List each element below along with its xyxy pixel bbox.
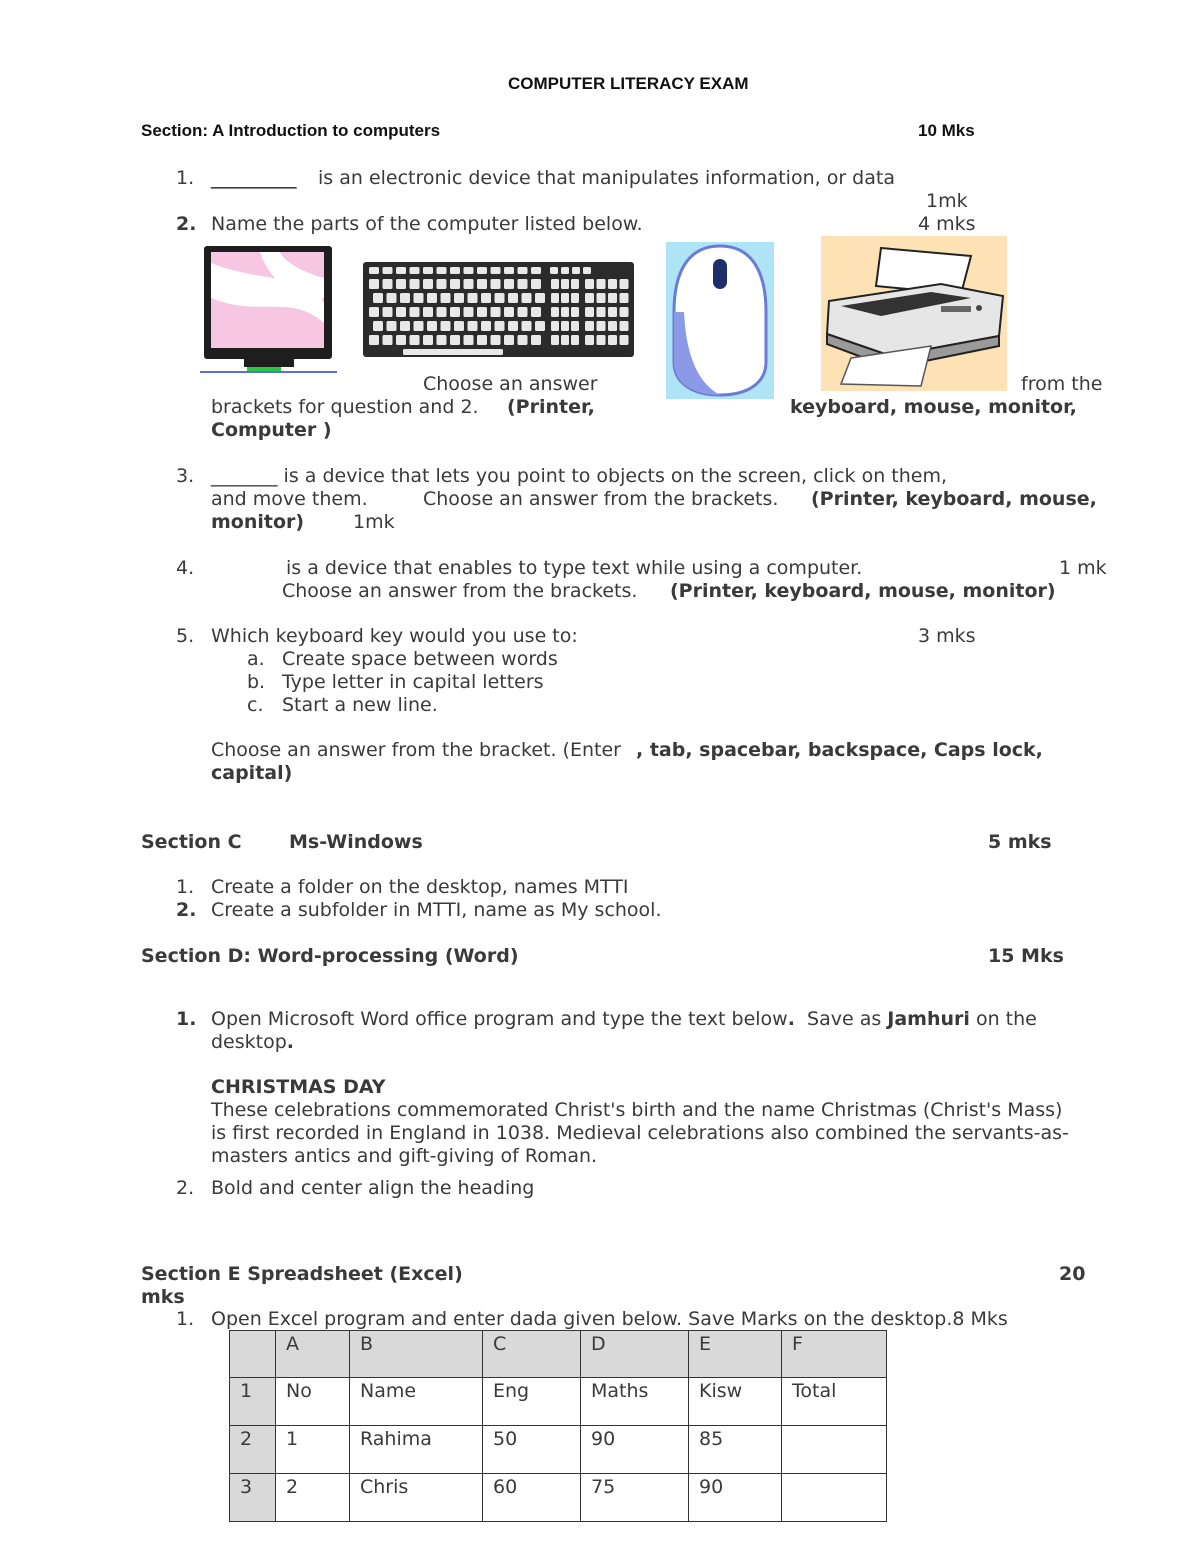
table-cell	[782, 1474, 887, 1522]
table-cell: Eng	[483, 1378, 581, 1426]
section-e-heading: Section E Spreadsheet (Excel)	[141, 1263, 463, 1285]
q2-line2b: (Printer,	[507, 396, 595, 418]
table-header-cell: D	[581, 1331, 689, 1378]
q2-line3: Computer )	[211, 419, 332, 441]
table-cell: No	[276, 1378, 350, 1426]
section-a-heading: Section: A Introduction to computers	[141, 121, 441, 140]
q2-choose-a: Choose an answer	[423, 373, 598, 395]
table-cell: 1	[276, 1426, 350, 1474]
table-cell: Chris	[350, 1474, 483, 1522]
q3-marks: 1mk	[353, 511, 395, 533]
q5-item-letter: a.	[247, 648, 265, 670]
q1-number: 1.	[176, 167, 195, 189]
passage-line: masters antics and gift-giving of Roman.	[211, 1145, 598, 1167]
q2-text: Name the parts of the computer listed below.	[211, 213, 643, 235]
section-c-item: Create a folder on the desktop, names MTTI	[211, 876, 629, 898]
table-cell: Maths	[581, 1378, 689, 1426]
section-c-item-number: 2.	[176, 899, 197, 921]
q3-line2a: and move them.	[211, 488, 368, 510]
section-c-title: Ms-Windows	[289, 831, 423, 853]
section-a-marks: 10 Mks	[918, 121, 975, 140]
passage-title: CHRISTMAS DAY	[211, 1076, 386, 1098]
section-e-marks-unit: mks	[141, 1286, 185, 1308]
table-cell: Kisw	[689, 1378, 782, 1426]
q1-marks: 1mk	[926, 190, 968, 212]
table-cell: Name	[350, 1378, 483, 1426]
table-header-row	[230, 1331, 887, 1378]
q4-line2a: Choose an answer from the brackets.	[282, 580, 638, 602]
q3-line3a: monitor)	[211, 511, 305, 533]
q4-marks: 1 mk	[1059, 557, 1107, 579]
table-header-cell: E	[689, 1331, 782, 1378]
q2-marks: 4 mks	[918, 213, 976, 235]
passage-line: These celebrations commemorated Christ's birth and the name Christmas (Christ's Mass)	[211, 1099, 1063, 1121]
q3-line2b: Choose an answer from the brackets.	[423, 488, 779, 510]
section-c-item: Create a subfolder in MTTI, name as My school.	[211, 899, 662, 921]
q5-item-letter: c.	[247, 694, 264, 716]
table-cell: Rahima	[350, 1426, 483, 1474]
q4-number: 4.	[176, 557, 195, 579]
q5-marks: 3 mks	[918, 625, 976, 647]
section-d-q2-text: Bold and center align the heading	[211, 1177, 535, 1199]
q1-text: is an electronic device that manipulates information, or data	[318, 167, 895, 189]
section-c-marks: 5 mks	[988, 831, 1052, 853]
q4-line2b: (Printer, keyboard, mouse, monitor)	[670, 580, 1056, 602]
section-e-q1-number: 1.	[176, 1308, 195, 1330]
table-row	[230, 1378, 887, 1426]
q5-item-text: Type letter in capital letters	[282, 671, 544, 693]
table-cell: 90	[581, 1426, 689, 1474]
table-cell: 2	[276, 1474, 350, 1522]
table-header-cell: F	[782, 1331, 887, 1378]
q2-number: 2.	[176, 213, 197, 235]
q3-line1: _______ is a device that lets you point to objects on the screen, click on them,	[211, 465, 948, 487]
q3-line2c: (Printer, keyboard, mouse,	[811, 488, 1097, 510]
q1-blank: _________	[211, 167, 297, 189]
table-header-cell: C	[483, 1331, 581, 1378]
table-row-header: 1	[230, 1378, 276, 1426]
table-header-cell	[230, 1331, 276, 1378]
q5-choose-b: , tab, spacebar, backspace, Caps lock,	[636, 739, 1043, 761]
table-row	[230, 1426, 887, 1474]
section-d-marks: 15 Mks	[988, 945, 1064, 967]
table-header-cell: B	[350, 1331, 483, 1378]
table-cell: 75	[581, 1474, 689, 1522]
table-row	[230, 1474, 887, 1522]
table-row-header: 3	[230, 1474, 276, 1522]
section-e-q1-text: Open Excel program and enter dada given below. Save Marks on the desktop.8 Mks	[211, 1308, 1008, 1330]
section-d-heading: Section D: Word-processing (Word)	[141, 945, 519, 967]
table-cell: Total	[782, 1378, 887, 1426]
table-cell: 60	[483, 1474, 581, 1522]
section-d-q2-number: 2.	[176, 1177, 195, 1199]
monitor-icon	[200, 243, 337, 374]
section-e-marks: 20	[1059, 1263, 1086, 1285]
keyboard-icon	[363, 262, 634, 357]
q5-number: 5.	[176, 625, 195, 647]
passage-line: is first recorded in England in 1038. Medieval celebrations also combined the servants-as-	[211, 1122, 1069, 1144]
section-c-heading: Section C	[141, 831, 242, 853]
section-d-q1-number: 1.	[176, 1008, 197, 1030]
table-cell: 50	[483, 1426, 581, 1474]
q5-item-text: Create space between words	[282, 648, 558, 670]
q2-choose-b: from the	[1021, 373, 1103, 395]
table-cell: 85	[689, 1426, 782, 1474]
table-cell: 90	[689, 1474, 782, 1522]
q5-choose-a: Choose an answer from the bracket. (Enter	[211, 739, 621, 761]
table-cell	[782, 1426, 887, 1474]
printer-icon	[821, 236, 1007, 391]
section-d-q1-line2: desktop.	[211, 1031, 295, 1053]
exam-title: COMPUTER LITERACY EXAM	[508, 74, 749, 93]
q5-choose-c: capital)	[211, 762, 293, 784]
section-c-item-number: 1.	[176, 876, 195, 898]
q4-line1: is a device that enables to type text while using a computer.	[286, 557, 863, 579]
q5-item-text: Start a new line.	[282, 694, 438, 716]
q2-line2a: brackets for question and 2.	[211, 396, 479, 418]
spreadsheet-table	[229, 1330, 887, 1522]
q5-text: Which keyboard key would you use to:	[211, 625, 578, 647]
q2-line2c: keyboard, mouse, monitor,	[790, 396, 1077, 418]
q5-item-letter: b.	[247, 671, 266, 693]
table-header-cell: A	[276, 1331, 350, 1378]
table-row-header: 2	[230, 1426, 276, 1474]
section-d-q1-text: Open Microsoft Word office program and type the text below. Save as Jamhuri on the	[211, 1008, 1037, 1030]
mouse-icon	[666, 242, 774, 399]
q3-number: 3.	[176, 465, 195, 487]
